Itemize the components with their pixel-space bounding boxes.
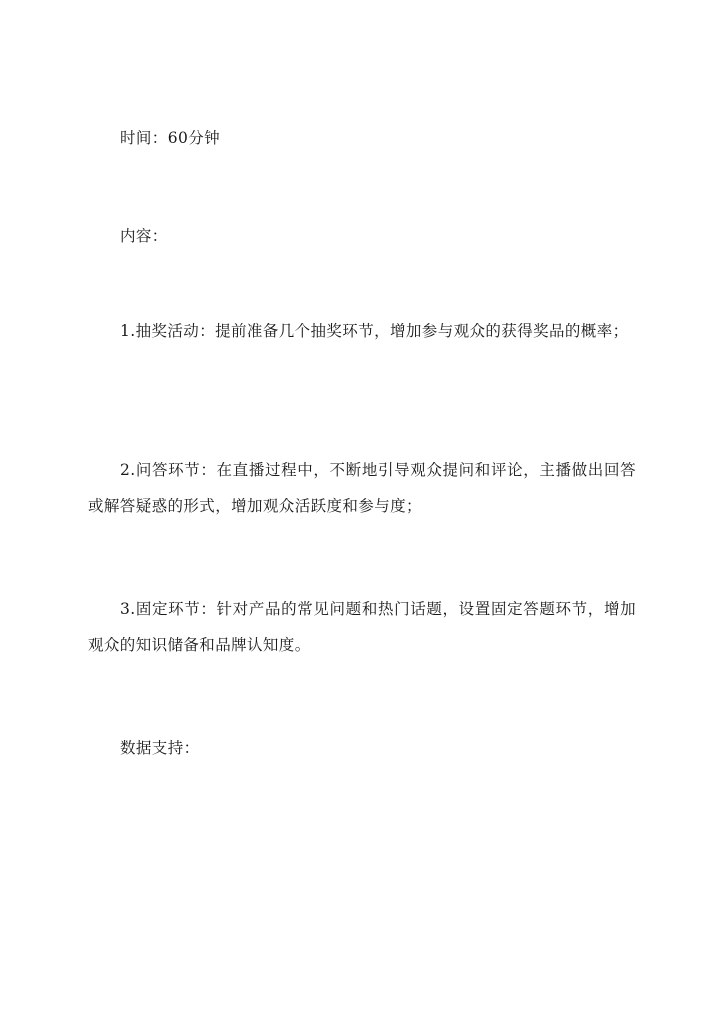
- time-paragraph: 时间：60分钟: [120, 129, 221, 147]
- list-item-fixed-segment: 3.固定环节：针对产品的常见问题和热门话题，设置固定答题环节，增加观众的知识储备和品牌认知度。: [88, 600, 636, 654]
- content-heading: 内容：: [120, 227, 168, 245]
- list-item-qa: 2.问答环节：在直播过程中，不断地引导观众提问和评论，主播做出回答或解答疑惑的形式，增加观众活跃度和参与度；: [88, 461, 636, 515]
- list-item-lottery: 1.抽奖活动：提前准备几个抽奖环节，增加参与观众的获得奖品的概率；: [120, 322, 629, 340]
- data-support-heading: 数据支持：: [120, 739, 200, 757]
